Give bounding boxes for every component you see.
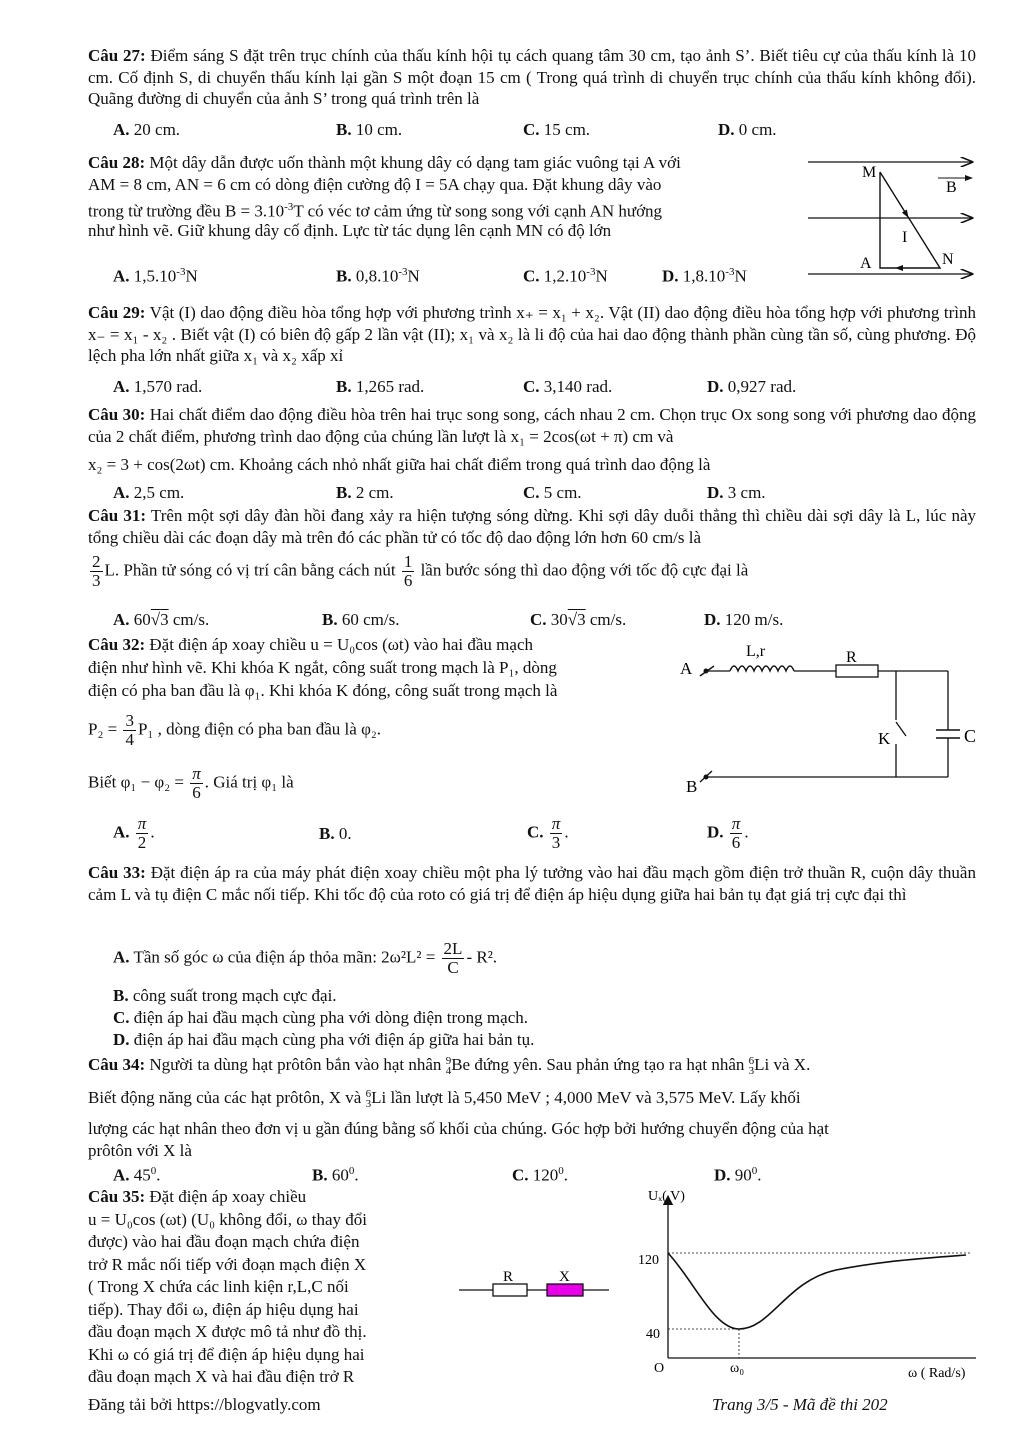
q35-line-8: đầu đoạn mạch X và hai đầu điện trở R xyxy=(88,1367,355,1386)
x-axis-label: ω ( Rad/s) xyxy=(908,1366,966,1381)
q27-option-a: A. 20 cm. xyxy=(113,120,181,139)
q32-option-c: C. $\frac{\pi}{3}$ . xyxy=(527,814,569,852)
resistor-r xyxy=(836,665,878,677)
q29-option-c: C. 3,140 rad. xyxy=(523,377,613,396)
q30-text: Hai chất điểm dao động điều hòa trên hai trục song song, cách nhau 2 cm. Chọn trục Ox song song với phương dao động của 2 chất điểm, phương trình dao động của chúng lần lượt là x₁ = 2cos(ωt + π) cm và xyxy=(88,405,976,446)
q28-figure xyxy=(800,150,980,285)
q30-line2: x₂ = 3 + cos(2ωt) cm. Khoảng cách nhỏ nhất giữa hai chất điểm trong quá trình dao động là xyxy=(88,455,711,474)
q34-line4: prôtôn với X là xyxy=(88,1141,192,1160)
q33-option-c: C. điện áp hai đầu mạch cùng pha với dòng điện trong mạch. xyxy=(113,1008,528,1027)
resistor-label: R xyxy=(846,649,857,666)
q34-option-b: B. $60^0$. xyxy=(312,1165,359,1185)
resistor-label: R xyxy=(503,1269,514,1285)
q31-frac-2-3: $\frac{2}{3}$ xyxy=(92,552,101,590)
q33-text: Đặt điện áp ra của máy phát điện xoay chiều một pha lý tưởng vào hai đầu mạch gồm điện trở thuần R, cuộn dây thuần cảm L và tụ điện C mắc nối tiếp. Khi tốc độ của roto có giá trị để điện áp hiệu dụng giữa hai bản tụ đạt giá trị cực đại thì xyxy=(88,863,976,904)
label-a: A xyxy=(860,255,872,272)
q28-option-a: A. $1,5.10^{-3}N$ xyxy=(113,266,198,286)
q27-head: Câu 27: xyxy=(88,46,146,65)
q34-line3: lượng các hạt nhân theo đơn vị u gần đúng bằng số khối của chúng. Góc hợp bởi hướng chuyển động của hạt xyxy=(88,1119,829,1138)
q34-option-a: A. $45^0$. xyxy=(113,1165,161,1185)
q35-line-7: Khi ω có giá trị để điện áp hiệu dụng hai xyxy=(88,1344,365,1364)
question-29: Câu 29: Vật (I) dao động điều hòa tổng hợp với phương trình x₊ = x₁ + x₂. Vật (II) dao động điều hòa tổng hợp với phương trình x₋ = x₁ - x₂ . Biết vật (I) có biên độ gấp 2 lần vật (II); x₁ và x₂ là li độ của hai dao động thành phần cùng tần số, cùng phương. Độ lệch pha lớn nhất giữa x₁ và x₂ xấp xỉ xyxy=(88,303,976,365)
switch-k xyxy=(896,722,906,736)
node-b-label: B xyxy=(686,777,698,796)
q33-option-a: A. Tần số góc ω của điện áp thỏa mãn: 2ω²L² = $\frac{2L}{C}$ - R². xyxy=(113,939,498,977)
q35-line-0: Câu 35: Đặt điện áp xoay chiều xyxy=(88,1187,307,1206)
w0-label: ω₀ xyxy=(730,1361,745,1376)
element-x-label: X xyxy=(559,1269,570,1285)
q27-option-d: D. 0 cm. xyxy=(718,120,777,139)
q29-option-b: B. 1,265 rad. xyxy=(336,377,425,396)
node-a-label: A xyxy=(680,659,693,678)
q29-option-a: A. 1,570 rad. xyxy=(113,377,203,396)
q30-option-d: D. 3 cm. xyxy=(707,483,766,502)
capacitor-label: C xyxy=(964,726,977,746)
q32-line2: điện như hình vẽ. Khi khóa K ngắt, công suất trong mạch là P₁, dòng xyxy=(88,658,557,677)
q33-option-d: D. điện áp hai đầu mạch cùng pha với điện áp giữa hai bản tụ. xyxy=(113,1030,535,1049)
q29-text: Vật (I) dao động điều hòa tổng hợp với phương trình x₊ = x₁ + x₂. Vật (II) dao động điều hòa tổng hợp với phương trình x₋ = x₁ - x₂ . Biết vật (I) có biên độ gấp 2 lần vật (II); x₁ và x₂ là li độ của hai dao động thành phần cùng tần số, cùng phương. Độ lệch pha lớn nhất giữa x₁ và x₂ xấp xỉ xyxy=(88,303,976,365)
q31-option-c: C. 30√3 cm/s. xyxy=(530,610,627,629)
question-33: Câu 33: Đặt điện áp ra của máy phát điện xoay chiều một pha lý tưởng vào hai đầu mạch gồm điện trở thuần R, cuộn dây thuần cảm L và tụ điện C mắc nối tiếp. Khi tốc độ của roto có giá trị để điện áp hiệu dụng giữa hai bản tụ đạt giá trị cực đại thì xyxy=(88,863,976,904)
q28-line3: trong từ trường đều $B = 3.10^{-3}T$ có véc tơ cảm ứng từ song song với cạnh AN hướng xyxy=(88,201,663,221)
q35-circuit xyxy=(455,1265,615,1305)
q32-option-b: B. 0. xyxy=(319,824,352,843)
node-b xyxy=(704,775,709,780)
inductor-coil xyxy=(730,666,794,671)
q31-option-b: B. 60 cm/s. xyxy=(322,610,400,629)
q29-option-d: D. 0,927 rad. xyxy=(707,377,797,396)
q32-line5: Biết φ₁ − φ₂ = $\frac{\pi}{6}$ . Giá trị φ₁ là xyxy=(88,764,294,802)
q35-line-3: trở R mắc nối tiếp với đoạn mạch điện X xyxy=(88,1254,367,1274)
q34-option-c: C. $120^0$. xyxy=(512,1165,569,1185)
q33-option-b: B. công suất trong mạch cực đại. xyxy=(113,986,337,1005)
q31-option-a: A. 60√3 cm/s. xyxy=(113,610,210,629)
inductor-label: L,r xyxy=(746,643,766,660)
q30-option-b: B. 2 cm. xyxy=(336,483,394,502)
q28-option-b: B. $0,8.10^{-3}N$ xyxy=(336,266,420,286)
q32-line3: điện có pha ban đầu là φ₁. Khi khóa K đóng, công suất trong mạch là xyxy=(88,681,558,700)
ux-curve xyxy=(668,1253,966,1329)
q28-option-d: D. $1,8.10^{-3}N$ xyxy=(662,266,747,286)
q30-option-c: C. 5 cm. xyxy=(523,483,582,502)
q31-option-d: D. 120 m/s. xyxy=(704,610,784,629)
q35-line-4: ( Trong X chứa các linh kiện r,L,C nối xyxy=(88,1277,349,1296)
footer-page: Trang 3/5 - Mã đề thi 202 xyxy=(712,1395,888,1414)
y-axis-label: Uₓ( V) xyxy=(648,1189,685,1204)
label-i: I xyxy=(902,229,908,246)
tick-120: 120 xyxy=(638,1253,659,1268)
q28-line4: như hình vẽ. Giữ khung dây cố định. Lực từ tác dụng lên cạnh MN có độ lớn xyxy=(88,221,612,240)
tick-40: 40 xyxy=(646,1327,660,1342)
q30-option-a: A. 2,5 cm. xyxy=(113,483,185,502)
q28-line1: Câu 28: Một dây dẫn được uốn thành một khung dây có dạng tam giác vuông tại A với xyxy=(88,153,681,172)
question-31: Câu 31: Trên một sợi dây đàn hồi đang xảy ra hiện tượng sóng dừng. Khi sợi dây duỗi thẳng thì chiều dài sợi dây là L, lúc này tổng chiều dài các đoạn dây mà trên đó các phần tử có tốc độ dao động lớn hơn 60 cm/s là xyxy=(88,506,976,547)
q34-line2: Biết động năng của các hạt prôtôn, X và 6 3 Li lần lượt là 5,450 MeV ; 4,000 MeV và 3,575 MeV. Lấy khối xyxy=(88,1088,801,1111)
q35-line-2: được) vào hai đầu đoạn mạch chứa điện xyxy=(88,1232,360,1251)
question-30: Câu 30: Hai chất điểm dao động điều hòa trên hai trục song song, cách nhau 2 cm. Chọn trục Ox song song với phương dao động của 2 chất điểm, phương trình dao động của chúng lần lượt là x₁ = 2cos(ωt + π) cm và xyxy=(88,405,976,446)
q28-line2: AM = 8 cm, AN = 6 cm có dòng điện cường độ I = 5A chạy qua. Đặt khung dây vào xyxy=(88,175,662,194)
origin-label: O xyxy=(654,1361,665,1376)
element-x xyxy=(547,1284,583,1296)
resistor-r xyxy=(493,1284,527,1296)
q32-option-d: D. $\frac{\pi}{6}$ . xyxy=(707,814,749,852)
q27-option-c: C. 15 cm. xyxy=(523,120,591,139)
q35-line-6: đầu đoạn mạch X được mô tả như đồ thị. xyxy=(88,1322,367,1341)
switch-label: K xyxy=(878,729,891,748)
q27-option-b: B. 10 cm. xyxy=(336,120,403,139)
q35-line-5: tiếp). Thay đổi ω, điện áp hiệu dụng hai xyxy=(88,1299,359,1319)
q27-text: Điểm sáng S đặt trên trục chính của thấu kính hội tụ cách quang tâm 30 cm, tạo ảnh S’. Biết tiêu cự của thấu kính là 10 cm. Cố định S, di chuyển thấu kính lại gần S một đoạn 15 cm ( Trong quá trình di chuyển trục chính của thấu kính không đổi). Quãng đường di chuyển của ảnh S’ trong quá trình trên là xyxy=(88,46,976,108)
question-27 xyxy=(88,45,976,110)
q32-option-a: A. $\frac{\pi}{2}$ . xyxy=(113,814,155,852)
q35-line-1: u = U₀cos (ωt) (U₀ không đổi, ω thay đổi xyxy=(88,1209,367,1229)
q31-frac-1-6: $\frac{1}{6}$ xyxy=(403,552,413,590)
question-35 xyxy=(88,1186,430,1389)
label-b: B xyxy=(946,179,957,196)
label-m: M xyxy=(862,164,877,181)
label-n: N xyxy=(942,251,954,268)
q28-option-c: C. $1,2.10^{-3}N$ xyxy=(523,266,608,286)
q32-line4: P₂ = $\frac{3}{4}$ P₁ , dòng điện có pha ban đầu là φ₂. xyxy=(88,711,382,749)
triangle-frame xyxy=(880,172,940,268)
q32-circuit xyxy=(678,640,983,800)
q32-line1: Câu 32: Đặt điện áp xoay chiều u = U₀cos (ωt) vào hai đầu mạch xyxy=(88,635,533,654)
current-arrow-mn xyxy=(900,204,908,217)
q34-line1: Câu 34: Người ta dùng hạt prôtôn bắn vào hạt nhân 9 4 Be đứng yên. Sau phản ứng tạo ra hạt nhân 6 3 Li và X. xyxy=(88,1055,811,1078)
q34-option-d: D. $90^0$. xyxy=(714,1165,762,1185)
q35-graph xyxy=(636,1186,986,1382)
q31-line3: $\frac{2}{3}$ L. Phần tử sóng có vị trí cân bằng cách nút $\frac{1}{6}$ lần bước sóng thì dao động với tốc độ cực đại là xyxy=(92,552,749,590)
footer-source: Đăng tải bởi https://blogvatly.com xyxy=(88,1395,321,1414)
q31-text: Trên một sợi dây đàn hồi đang xảy ra hiện tượng sóng dừng. Khi sợi dây duỗi thẳng thì chiều dài sợi dây là L, lúc này tổng chiều dài các đoạn dây mà trên đó các phần tử có tốc độ dao động lớn hơn 60 cm/s là xyxy=(88,506,976,547)
